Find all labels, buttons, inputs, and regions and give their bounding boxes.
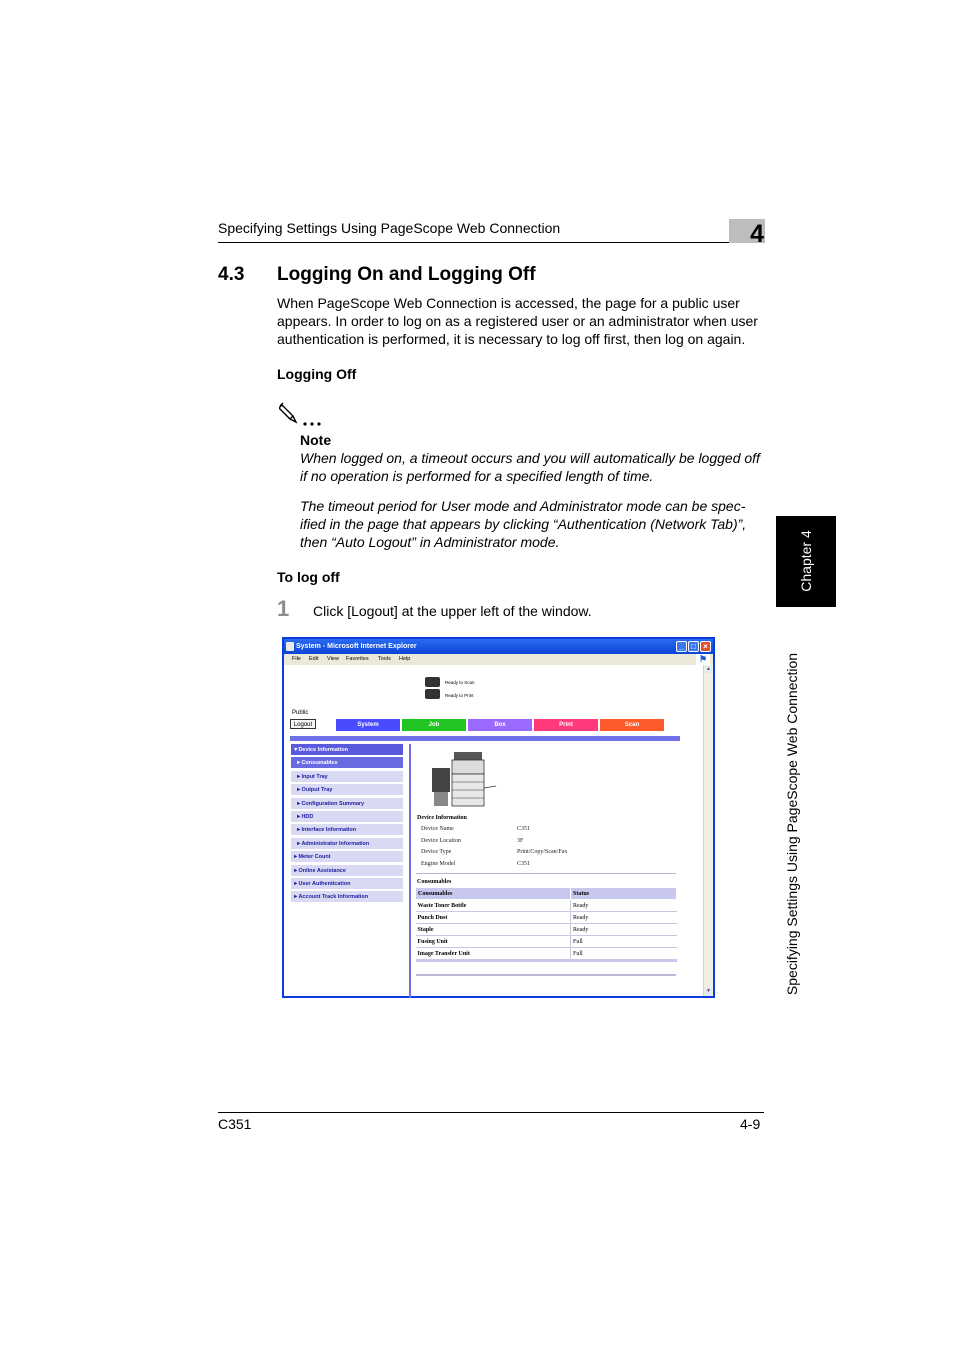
divider (416, 974, 676, 976)
device-info-label: Engine Model (421, 861, 456, 868)
to-log-off-heading: To log off (277, 569, 340, 585)
consumables-heading: Consumables (417, 879, 452, 885)
consumables-table (415, 887, 677, 962)
note-text-1: When logged on, a timeout occurs and you will automatically be logged off if no operation is performed for a specified length of time. (300, 450, 760, 484)
menu-help[interactable]: Help (399, 656, 411, 662)
side-tab-chapter-text: Chapter 4 (798, 530, 814, 592)
status-print: Ready to Print (445, 693, 474, 698)
side-menu-item[interactable]: ►Online Assistance (291, 865, 403, 877)
consumable-name: Punch Dust (416, 912, 571, 924)
tab-box[interactable]: Box (468, 719, 532, 731)
consumable-name: Fusing Unit (416, 936, 571, 948)
consumable-status: Ready (571, 900, 677, 912)
section-number: 4.3 (218, 264, 245, 285)
menu-edit[interactable]: Edit (309, 656, 319, 662)
browser-window-screenshot (282, 637, 715, 998)
table-row (416, 948, 677, 961)
window-title: System - Microsoft Internet Explorer (296, 643, 417, 650)
consumable-status: Full (571, 948, 677, 961)
printer-status-icon (425, 689, 440, 699)
side-menu-item[interactable]: ►User Authentication (291, 878, 403, 890)
vertical-scrollbar[interactable] (703, 665, 713, 996)
table-row (416, 912, 677, 924)
divider (416, 873, 676, 874)
mfp-printer-image (426, 750, 498, 810)
table-row (416, 924, 677, 936)
maximize-icon[interactable]: □ (688, 641, 699, 652)
consumable-status: Full (571, 936, 677, 948)
close-icon[interactable]: × (700, 641, 711, 652)
device-info-label: Device Location (421, 837, 461, 844)
consumable-name: Image Transfer Unit (416, 948, 571, 961)
scroll-down-icon[interactable]: ▼ (706, 988, 711, 994)
consumable-name: Waste Toner Bottle (416, 900, 571, 912)
side-menu-item[interactable]: ►Administrator Information (291, 838, 403, 850)
device-info-label: Device Type (421, 849, 452, 856)
menu-view[interactable]: View (327, 656, 339, 662)
logging-off-heading: Logging Off (277, 366, 357, 382)
side-menu-item[interactable]: ►Account Track Information (291, 891, 403, 903)
device-info-value: C351 (517, 826, 531, 832)
user-mode-label: Public (292, 710, 309, 716)
side-menu-item[interactable]: ►Output Tray (291, 784, 403, 796)
consumable-status: Ready (571, 912, 677, 924)
side-menu-item[interactable]: ▼Device Information (291, 744, 403, 756)
table-row (416, 900, 677, 912)
header-rule (218, 242, 764, 243)
consumable-name: Staple (416, 924, 571, 936)
side-menu-item[interactable]: ►Interface Information (291, 824, 403, 836)
intro-paragraph: When PageScope Web Connection is accessed, the page for a public user appears. In order to log on as a registered user or an administrator when user authentication is performed, it is necessary to log off first, then log on again. (277, 295, 758, 347)
content-divider (409, 744, 411, 998)
footer-model: C351 (218, 1116, 252, 1132)
side-tab-title-text: Specifying Settings Using PageScope Web Connection (784, 652, 800, 996)
menu-file[interactable]: File (292, 656, 301, 662)
device-info-heading: Device Information (417, 815, 467, 821)
menu-bar (284, 654, 713, 665)
step-number: 1 (277, 596, 290, 621)
consumable-status: Ready (571, 924, 677, 936)
tab-system[interactable]: System (336, 719, 400, 731)
tab-job[interactable]: Job (402, 719, 466, 731)
side-menu-item[interactable]: ►Configuration Summary (291, 798, 403, 810)
table-row (416, 936, 677, 948)
windows-flag-icon: ⚑ (696, 654, 710, 665)
minimize-icon[interactable]: _ (676, 641, 687, 652)
tab-print[interactable]: Print (534, 719, 598, 731)
window-titlebar (284, 639, 713, 654)
device-info-value: C351 (517, 861, 531, 868)
footer-rule (218, 1112, 764, 1113)
device-info-label: Device Name (421, 826, 454, 832)
logout-button[interactable]: Logout (290, 719, 316, 729)
pencil-note-icon (279, 400, 327, 428)
tab-scan[interactable]: Scan (600, 719, 664, 731)
side-menu-item[interactable]: ►Consumables (291, 757, 403, 769)
column-header: Consumables (416, 888, 571, 900)
device-info-value: Print/Copy/Scan/Fax (517, 849, 568, 856)
browser-content (284, 665, 713, 996)
tab-underline (290, 736, 680, 741)
side-menu-item[interactable]: ►Input Tray (291, 771, 403, 783)
section-title: Logging On and Logging Off (277, 264, 536, 285)
ie-page-icon (286, 642, 294, 651)
chapter-number-box: 4 (729, 219, 765, 243)
status-scan: Ready to Scan (445, 680, 475, 685)
column-header: Status (571, 888, 677, 900)
step-text: Click [Logout] at the upper left of the window. (313, 603, 592, 619)
scanner-status-icon (425, 677, 440, 687)
note-label: Note (300, 432, 332, 448)
menu-tools[interactable]: Tools (378, 656, 391, 662)
note-text-2: The timeout period for User mode and Administrator mode can be spec-ified in the page that appears by clicking “Authentication (Network Tab)”, then “Auto Logout” in Administrator mode. (300, 498, 747, 550)
side-menu-item[interactable]: ►HDD (291, 811, 403, 823)
table-header-row (416, 888, 677, 900)
scroll-up-icon[interactable]: ▲ (706, 666, 711, 672)
menu-favorites[interactable]: Favorites (346, 656, 369, 662)
running-header: Specifying Settings Using PageScope Web Connection (218, 220, 561, 236)
side-menu-item[interactable]: ►Meter Count (291, 851, 403, 863)
device-info-value: 3F (517, 837, 524, 844)
footer-page-number: 4-9 (740, 1116, 761, 1132)
